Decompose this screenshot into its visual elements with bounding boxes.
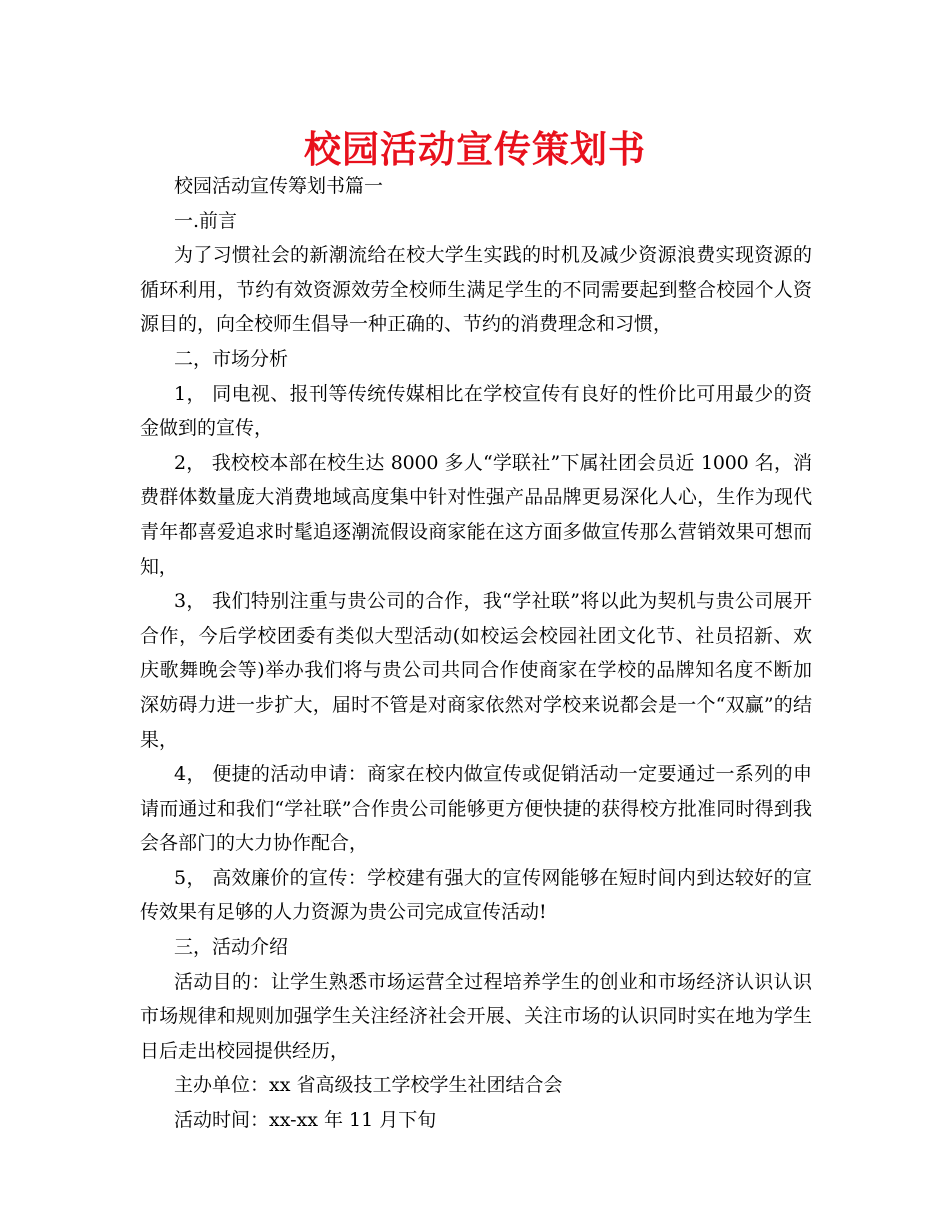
paragraph-point-1: 1， 同电视、报刊等传统传媒相比在学校宣传有良好的性价比可用最少的资金做到的宣传， — [140, 382, 812, 440]
paragraph-activity-purpose: 活动目的：让学生熟悉市场运营全过程培养学生的创业和市场经济认识认识市场规律和规则加强学生关注经济社会开展、关注市场的认识同时实在地为学生日后走出校园提供经历， — [140, 970, 812, 1062]
section-heading-market-analysis: 二，市场分析 — [174, 347, 289, 370]
document-body — [140, 169, 812, 1138]
paragraph-point-4: 4， 便捷的活动申请：商家在校内做宣传或促销活动一定要通过一系列的申请而通过和我们“学社联”合作贵公司能够更方便快捷的获得校方批准同时得到我会各部门的大力协作配合， — [140, 763, 812, 855]
paragraph-point-2: 2， 我校校本部在校生达 8000 多人“学联社”下属社团会员近 1000 名，消费群体数量庞大消费地域高度集中针对性强产品品牌更易深化人心，生作为现代青年都喜爱追求时髦追逐潮流假设商家能在这方面多做宣传那么营销效果可想而知， — [140, 451, 812, 578]
paragraph-organizer: 主办单位：xx 省高级技工学校学生社团结合会 — [174, 1074, 563, 1097]
document-title: 校园活动宣传策划书 — [304, 128, 646, 171]
paragraph-activity-time: 活动时间：xx-xx 年 11 月下旬 — [174, 1109, 437, 1132]
subtitle-paragraph: 校园活动宣传筹划书篇一 — [174, 175, 384, 197]
paragraph-point-3: 3， 我们特别注重与贵公司的合作，我“学社联”将以此为契机与贵公司展开合作，今后学校团委有类似大型活动(如校运会校园社团文化节、社员招新、欢庆歌舞晚会等)举办我们将与贵公司共同合作使商家在学校的品牌知名度不断加深妨碍力进一步扩大，届时不管是对商家依然对学校来说都会是一个“双赢”的结果， — [140, 590, 812, 751]
section-heading-activity-intro: 三，活动介绍 — [174, 936, 289, 959]
paragraph-point-5: 5， 高效廉价的宣传：学校建有强大的宣传网能够在短时间内到达较好的宣传效果有足够的人力资源为贵公司完成宣传活动! — [140, 866, 812, 924]
paragraph-preface: 为了习惯社会的新潮流给在校大学生实践的时机及减少资源浪费实现资源的循环利用，节约有效资源效劳全校师生满足学生的不同需要起到整合校园个人资源目的，向全校师生倡导一种正确的、节约的消费理念和习惯， — [140, 244, 812, 336]
section-heading-preface: 一.前言 — [174, 209, 238, 232]
